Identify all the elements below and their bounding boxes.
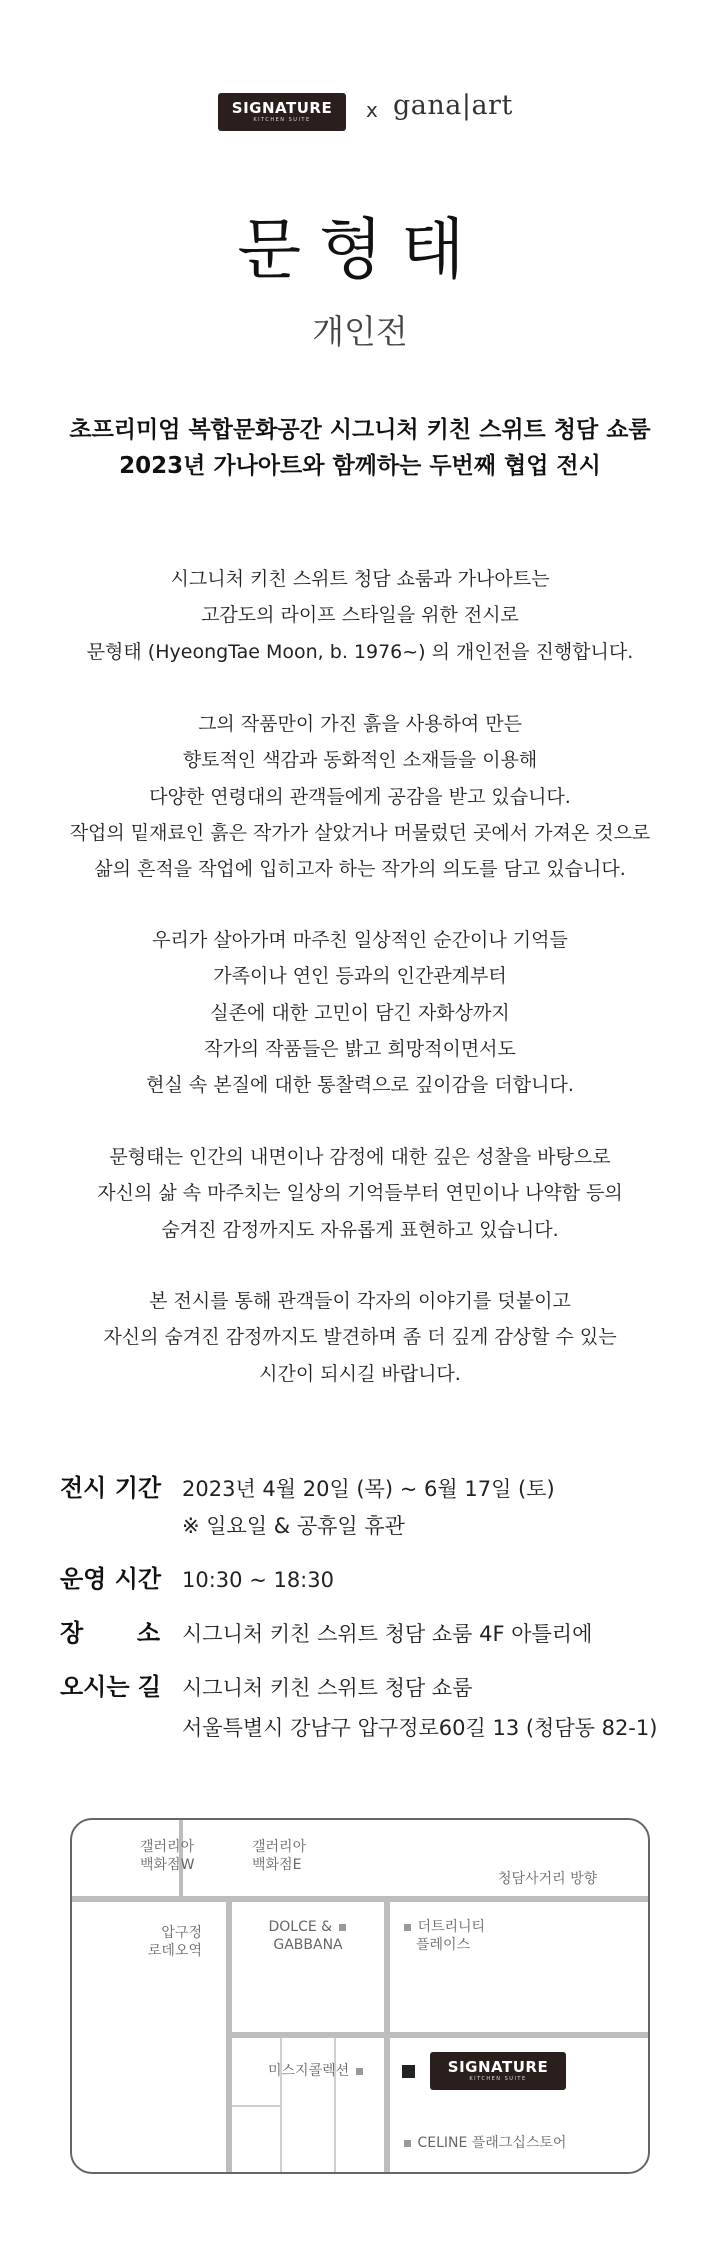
map-line [232,2105,282,2107]
map-signature-logo-text: SIGNATURE [447,2058,549,2076]
hours-label: 운영 시간 [60,1565,162,1593]
map-marker-icon [404,2140,411,2147]
map-marker-icon [339,1924,346,1931]
map-signature-logo-subtext: KITCHEN SUITE [469,2076,527,2082]
place-value: 시그니처 키친 스위트 청담 쇼룸 4F 아틀리에 [182,1622,593,1646]
exhibition-subtitle: 개인전 [312,312,408,351]
map-label-line: 미스지콜렉션 [268,2063,350,2079]
map-label-galleria-e [252,1838,306,1874]
period-note: ※ 일요일 & 공휴일 휴관 [182,1514,405,1538]
paragraph-line: 고감도의 라이프 스타일을 위한 전시로 [201,604,519,627]
place-label [60,1618,160,1648]
headline [0,412,720,484]
map-label-line: 백화점W [140,1857,195,1873]
map-label-trinity [402,1918,485,1954]
map-label-cheongdam: 청담사거리 방향 [498,1871,598,1887]
map-marker-icon [356,2068,363,2075]
paragraph-line: 작가의 작품들은 밝고 희망적이면서도 [204,1037,516,1060]
address: 서울특별시 강남구 압구정로60길 13 (청담동 82-1) [182,1716,658,1740]
paragraph-line: 다양한 연령대의 관객들에게 공감을 받고 있습니다. [149,785,571,808]
place-label-char: 소 [136,1619,160,1647]
map-label-line: 더트리니티 [417,1919,486,1935]
directions-label: 오시는 길 [60,1673,162,1701]
headline-line: 초프리미엄 복합문화공간 시그니처 키친 스위트 청담 쇼룸 [69,417,651,443]
exhibition-title: 문형태 [237,211,483,288]
map-label-line: 압구정 [161,1925,202,1941]
paragraph-line: 향토적인 색감과 동화적인 소재들을 이용해 [182,749,538,772]
paragraph-line: 시그니처 키친 스위트 청담 쇼룸과 가나아트는 [170,568,550,590]
place-label-char: 장 [60,1619,84,1647]
paragraph-closing [0,1283,720,1392]
paragraph-line: 본 전시를 통해 관객들이 각자의 이야기를 덧붙이고 [149,1290,571,1312]
map-road-horizontal [72,1896,650,1902]
collab-cross: x [366,98,378,122]
map-label-dolce [268,1918,348,1954]
map-label-line: 갤러리아 [140,1839,195,1855]
paragraph-line: 숨겨진 감정까지도 자유롭게 표현하고 있습니다. [161,1218,559,1241]
map-label-line: CELINE 플래그십스토어 [417,2135,567,2151]
paragraph-line: 문형태는 인간의 내면이나 감정에 대한 깊은 성찰을 바탕으로 [109,1146,611,1168]
headline-line: 2023년 가나아트와 함께하는 두번째 협업 전시 [119,453,601,479]
hours-value: 10:30 ~ 18:30 [182,1568,334,1592]
map-label-missji [268,2062,365,2080]
period-value: 2023년 4월 20일 (목) ~ 6월 17일 (토) [182,1477,555,1501]
signature-marker-icon [402,2065,415,2078]
paragraph-line: 자신의 숨겨진 감정까지도 발견하며 좀 더 깊게 감상할 수 있는 [103,1326,617,1349]
paragraph-line: 작업의 밑재료인 흙은 작가가 살았거나 머물렀던 곳에서 가져온 것으로 [69,821,651,844]
period-label: 전시 기간 [60,1474,162,1502]
map-marker-icon [404,1924,411,1931]
location-map [70,1818,650,2174]
paragraph-reflection [0,1139,720,1248]
map-label-line: GABBANA [273,1937,343,1953]
map-road-horizontal-2 [232,2032,650,2038]
map-label-galleria-w [140,1838,194,1874]
signature-logo-subtext: KITCHEN SUITE [253,117,311,123]
paragraph-line: 그의 작품만이 가진 흙을 사용하여 만든 [198,713,522,735]
paragraph-intro [0,561,720,670]
map-line [280,2038,282,2174]
paragraph-line: 시간이 되시길 바랍니다. [259,1362,461,1385]
directions-value: 시그니처 키친 스위트 청담 쇼룸 [182,1676,473,1700]
signature-logo [218,93,346,131]
signature-logo-text: SIGNATURE [231,99,333,117]
paragraph-material [0,706,720,887]
gana-art-logo: gana|art [393,90,513,121]
paragraph-line: 우리가 살아가며 마주친 일상적인 순간이나 기억들 [152,929,568,951]
paragraph-line: 현실 속 본질에 대한 통찰력으로 깊이감을 더합니다. [146,1074,574,1097]
paragraph-line: 삶의 흔적을 작업에 입히고자 하는 작가의 의도를 담고 있습니다. [94,858,626,881]
paragraph-line: 가족이나 연인 등과의 인간관계부터 [213,965,507,988]
map-label-line: 백화점E [252,1857,302,1873]
paragraph-line: 실존에 대한 고민이 담긴 자화상까지 [210,1001,510,1024]
map-label-line: 갤러리아 [252,1839,307,1855]
map-label-celine [402,2134,566,2152]
map-label-line: 플레이스 [416,1937,471,1953]
map-signature-logo [430,2052,566,2090]
map-label-line: 로데오역 [147,1943,202,1959]
map-line [334,2038,336,2174]
map-label-apgujeong [130,1924,202,1960]
paragraph-line: 자신의 삶 속 마주치는 일상의 기억들부터 연민이나 나약함 등의 [97,1182,623,1205]
paragraph-line: 문형태 (HyeongTae Moon, b. 1976~) 의 개인전을 진행합니다. [86,640,634,663]
paragraph-themes [0,922,720,1103]
map-label-line: DOLCE & [268,1919,333,1935]
